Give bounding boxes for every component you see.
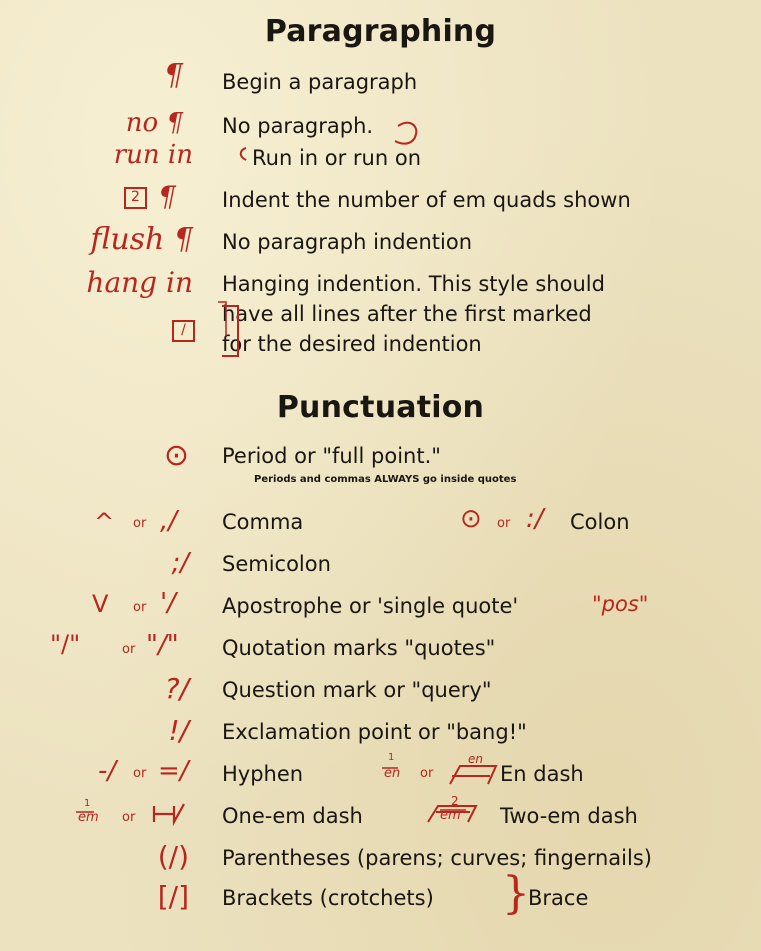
apostrophe-v-mark: V — [92, 590, 109, 618]
paragraph-mark: ¶ — [163, 58, 183, 93]
run-in-text: Run in or run on — [252, 146, 422, 170]
begin-paragraph-text: Begin a paragraph — [222, 70, 418, 94]
brackets-text: Brackets (crotchets) — [222, 886, 434, 910]
hang-box-mark: / — [172, 320, 195, 342]
em-fraction-top: 1 — [84, 798, 91, 809]
question-text: Question mark or "query" — [222, 678, 492, 702]
two-em-dash-text: Two-em dash — [500, 804, 638, 828]
exclamation-mark: !/ — [168, 714, 189, 747]
hanging-line-1: Hanging indention. This style should — [222, 272, 605, 296]
quote-slash-mark: "/" — [146, 630, 179, 660]
or-text: or — [122, 810, 136, 825]
brackets-mark: [/] — [157, 880, 189, 913]
run-in-mark: run in — [113, 140, 193, 170]
two-em-fraction-top: 2 — [451, 794, 459, 808]
hyphen-text: Hyphen — [222, 762, 304, 786]
hyphen-mark: -/ — [98, 756, 117, 786]
no-paragraph-mark: no ¶ — [125, 108, 183, 138]
em-fraction-bottom: em — [78, 810, 99, 825]
brace-mark: } — [502, 868, 530, 919]
quotes-note: Periods and commas ALWAYS go inside quotes — [254, 474, 517, 485]
section-heading-punctuation: Punctuation — [276, 390, 485, 425]
indent-text: Indent the number of em quads shown — [222, 188, 631, 212]
two-em-fraction-bottom: em — [440, 808, 461, 823]
brace-text: Brace — [528, 886, 589, 910]
no-paragraph-text: No paragraph. — [222, 114, 374, 138]
en-dash-text: En dash — [500, 762, 584, 786]
en-fraction-bottom: en — [384, 766, 401, 781]
section-heading-paragraphing: Paragraphing — [264, 14, 497, 49]
em-dash-mark — [152, 800, 153, 801]
en-fraction-top: 1 — [388, 752, 395, 763]
pos-example: "pos" — [592, 592, 649, 616]
comma-slash-mark: ,/ — [160, 506, 178, 536]
caret-comma-mark: ^ — [94, 508, 115, 536]
apostrophe-slash-mark: '/ — [160, 588, 176, 618]
hang-in-mark: hang in — [86, 266, 193, 299]
hanging-line-3: for the desired indention — [222, 332, 482, 356]
colon-slash-mark: :/ — [526, 504, 544, 534]
colon-circle-mark: ⊙ — [460, 504, 482, 534]
apostrophe-text: Apostrophe or 'single quote' — [222, 594, 519, 618]
or-text: or — [122, 642, 136, 657]
or-text: or — [497, 516, 511, 531]
semicolon-mark: ;/ — [171, 548, 189, 578]
question-mark: ?/ — [164, 672, 189, 705]
flush-paragraph-mark: flush ¶ — [90, 222, 193, 257]
flush-text: No paragraph indention — [222, 230, 473, 254]
one-em-dash-text: One-em dash — [222, 804, 363, 828]
en-box-mark: en — [468, 752, 483, 766]
or-text: or — [420, 766, 434, 781]
exclamation-text: Exclamation point or "bang!" — [222, 720, 527, 744]
or-text: or — [133, 766, 147, 781]
semicolon-text: Semicolon — [222, 552, 331, 576]
parentheses-text: Parentheses (parens; curves; fingernails) — [222, 846, 652, 870]
quotation-text: Quotation marks "quotes" — [222, 636, 496, 660]
parentheses-mark: (/) — [157, 840, 189, 873]
comma-text: Comma — [222, 510, 304, 534]
period-mark: ⊙ — [163, 438, 189, 473]
period-text: Period or "full point." — [222, 444, 441, 468]
quote-v-mark: "/" — [50, 630, 81, 658]
colon-text: Colon — [570, 510, 630, 534]
or-text: or — [133, 600, 147, 615]
double-hyphen-mark: =/ — [158, 756, 189, 786]
hanging-line-2: have all lines after the first marked — [222, 302, 592, 326]
indent-box-mark: 2 — [124, 187, 147, 209]
or-text: or — [133, 516, 147, 531]
indent-paragraph-mark: ¶ — [158, 180, 176, 213]
